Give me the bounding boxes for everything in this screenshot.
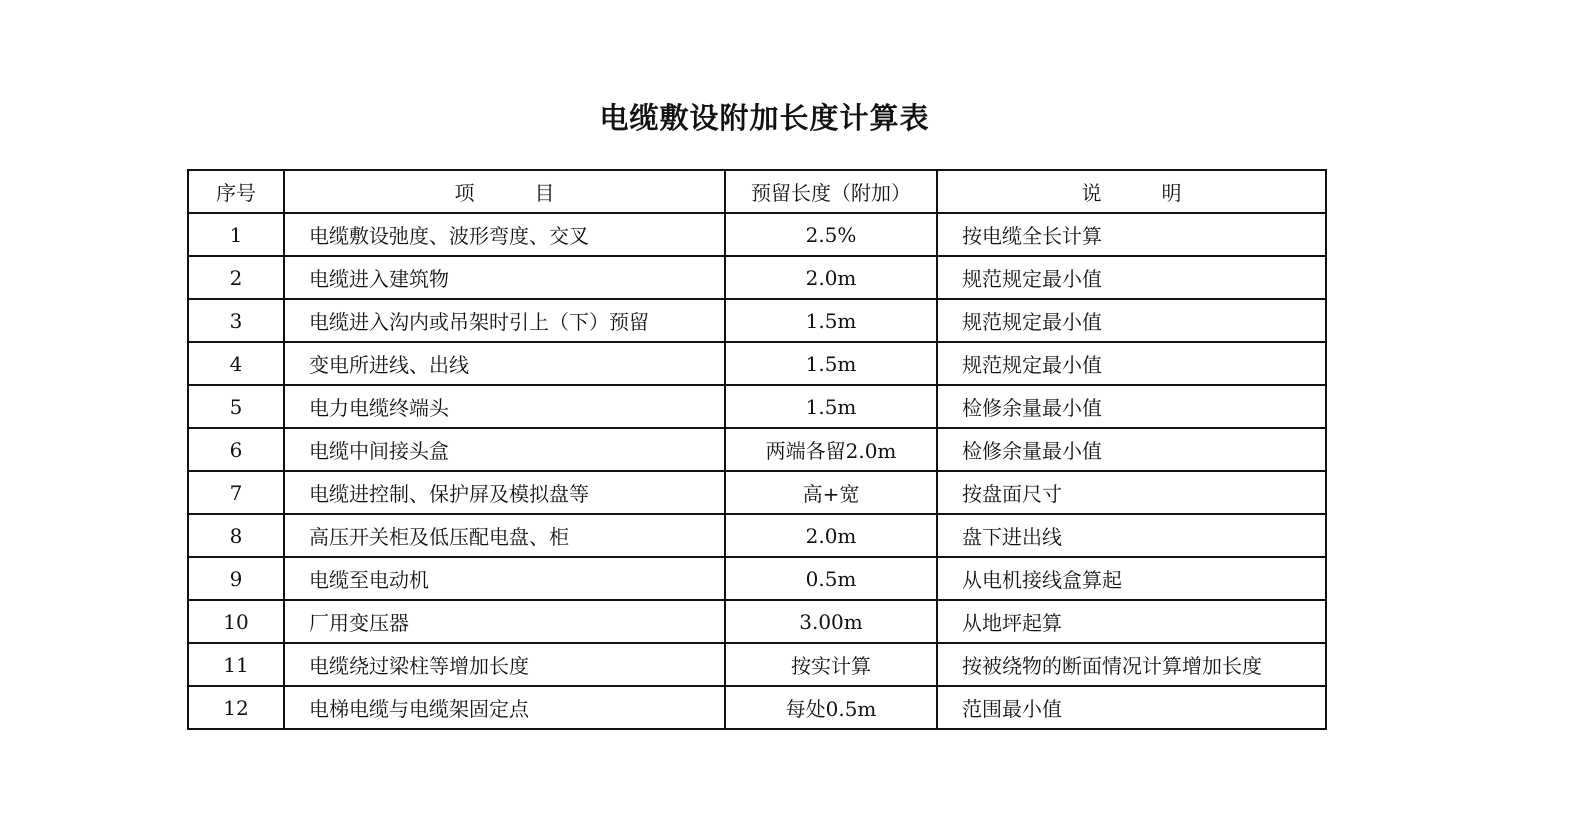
cell-note: 按电缆全长计算 [937,213,1326,256]
cell-note: 检修余量最小值 [937,385,1326,428]
table-row [188,557,1326,600]
cell-item: 电梯电缆与电缆架固定点 [284,686,725,729]
cell-length: 按实计算 [725,643,937,686]
cell-note: 按盘面尺寸 [937,471,1326,514]
cell-length: 3.00m [725,600,937,643]
page-title: 电缆敷设附加长度计算表 [599,101,930,135]
cell-no: 11 [188,643,284,686]
cell-no: 5 [188,385,284,428]
table-row [188,514,1326,557]
cell-item: 高压开关柜及低压配电盘、柜 [284,514,725,557]
cell-note: 范围最小值 [937,686,1326,729]
cell-item: 电缆绕过梁柱等增加长度 [284,643,725,686]
cell-no: 4 [188,342,284,385]
cell-item: 电缆敷设弛度、波形弯度、交叉 [284,213,725,256]
table-row [188,256,1326,299]
cell-item: 电缆进入沟内或吊架时引上（下）预留 [284,299,725,342]
cell-item: 电缆进入建筑物 [284,256,725,299]
header-note: 说 明 [937,170,1326,213]
cell-note: 检修余量最小值 [937,428,1326,471]
cell-item: 变电所进线、出线 [284,342,725,385]
cell-no: 9 [188,557,284,600]
table-row [188,600,1326,643]
cell-no: 8 [188,514,284,557]
table-header-row [188,170,1326,213]
table-row [188,643,1326,686]
header-length: 预留长度（附加） [725,170,937,213]
cell-note: 规范规定最小值 [937,256,1326,299]
cell-no: 12 [188,686,284,729]
table-row [188,213,1326,256]
cell-no: 1 [188,213,284,256]
cell-length: 每处0.5m [725,686,937,729]
table-row [188,385,1326,428]
cell-note: 按被绕物的断面情况计算增加长度 [937,643,1326,686]
table-row [188,299,1326,342]
table-row [188,342,1326,385]
cell-item: 电缆进控制、保护屏及模拟盘等 [284,471,725,514]
table-row [188,428,1326,471]
cell-no: 6 [188,428,284,471]
header-item: 项 目 [284,170,725,213]
header-no: 序号 [188,170,284,213]
table-row [188,471,1326,514]
cell-note: 从电机接线盒算起 [937,557,1326,600]
cell-no: 3 [188,299,284,342]
cell-no: 10 [188,600,284,643]
cell-note: 规范规定最小值 [937,299,1326,342]
cell-note: 从地坪起算 [937,600,1326,643]
cell-length: 2.0m [725,256,937,299]
cell-item: 电力电缆终端头 [284,385,725,428]
cable-length-table [187,169,1327,730]
cell-note: 盘下进出线 [937,514,1326,557]
cell-length: 两端各留2.0m [725,428,937,471]
cell-item: 厂用变压器 [284,600,725,643]
table-row [188,686,1326,729]
cell-length: 1.5m [725,385,937,428]
cell-length: 1.5m [725,299,937,342]
cell-item: 电缆中间接头盒 [284,428,725,471]
cell-length: 2.0m [725,514,937,557]
cell-length: 1.5m [725,342,937,385]
cell-item: 电缆至电动机 [284,557,725,600]
cell-no: 2 [188,256,284,299]
cell-no: 7 [188,471,284,514]
cell-note: 规范规定最小值 [937,342,1326,385]
cell-length: 2.5% [725,213,937,256]
cell-length: 0.5m [725,557,937,600]
cell-length: 高+宽 [725,471,937,514]
